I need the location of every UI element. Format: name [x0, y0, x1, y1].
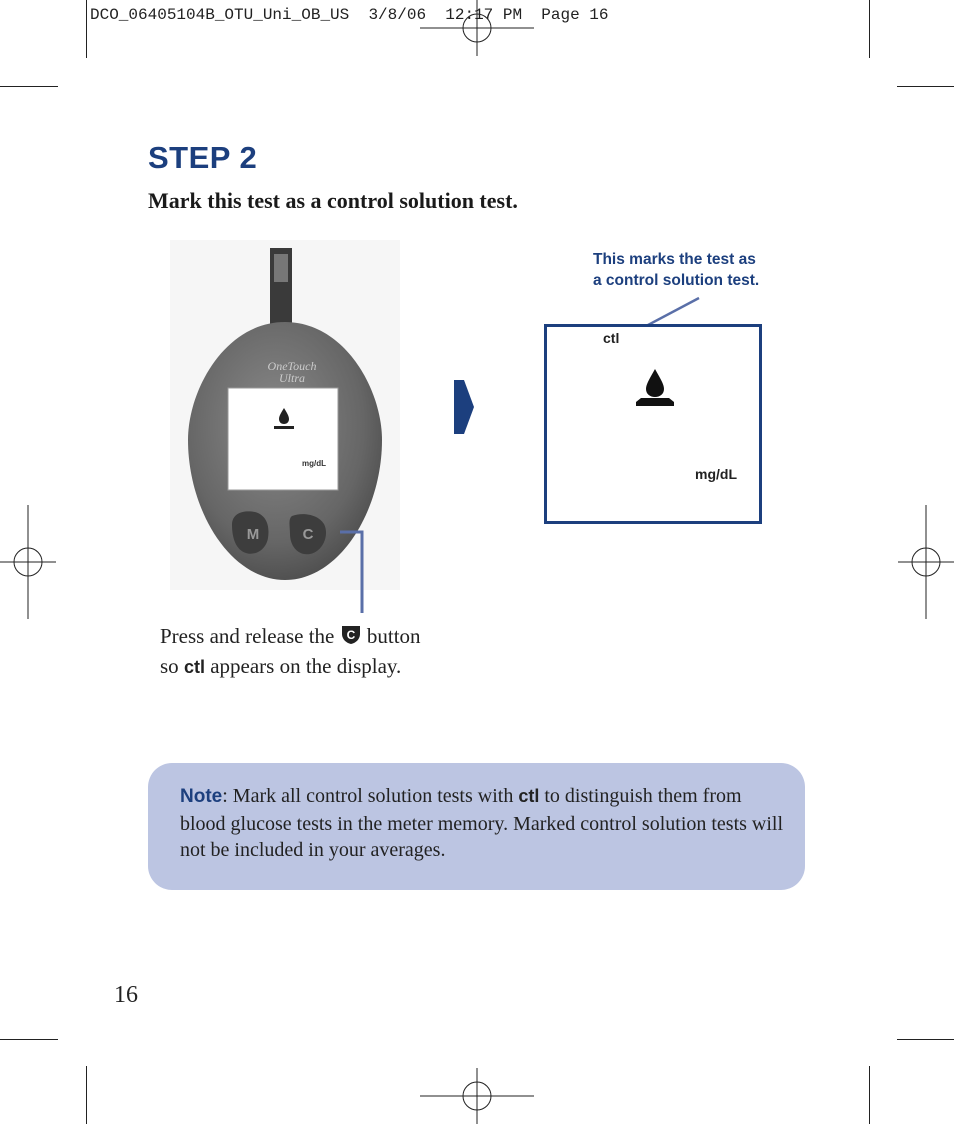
step-subtitle: Mark this test as a control solution test. [148, 188, 518, 213]
display-ctl-indicator: ctl [603, 330, 620, 346]
meter-button-m: M [246, 526, 260, 543]
meter-display-enlarged [544, 324, 762, 524]
page-number: 16 [114, 982, 138, 1008]
svg-text:C: C [346, 628, 355, 642]
note-label: Note [180, 786, 223, 807]
instruction-text: Press and release the C button so ctl appears on the display. [160, 624, 421, 678]
meter-screen-unit: mg/dL [302, 459, 326, 468]
pointer-line-button [330, 525, 380, 620]
c-button-icon [340, 623, 362, 652]
note-box [148, 763, 805, 890]
callout-text: This marks the test as a control solution test. [593, 251, 760, 289]
note-text: Note: Mark all control solution tests with ctl to distinguish them from blood glucose tests in the meter memory. Marked control solution tests will not be included in your averages. [180, 785, 784, 861]
step-title: STEP 2 [148, 140, 258, 175]
ctl-inline-label: ctl [183, 657, 205, 677]
blood-drop-icon [633, 367, 677, 411]
meter-button-c: C [302, 526, 314, 543]
print-slug: DCO_06405104B_OTU_Uni_OB_US 3/8/06 12:17 PM Page 16 [90, 6, 609, 24]
note-ctl-label: ctl [518, 786, 540, 806]
arrow-right-icon [452, 378, 476, 436]
meter-brand: OneTouch Ultra [267, 359, 317, 385]
display-unit-label: mg/dL [695, 466, 737, 482]
